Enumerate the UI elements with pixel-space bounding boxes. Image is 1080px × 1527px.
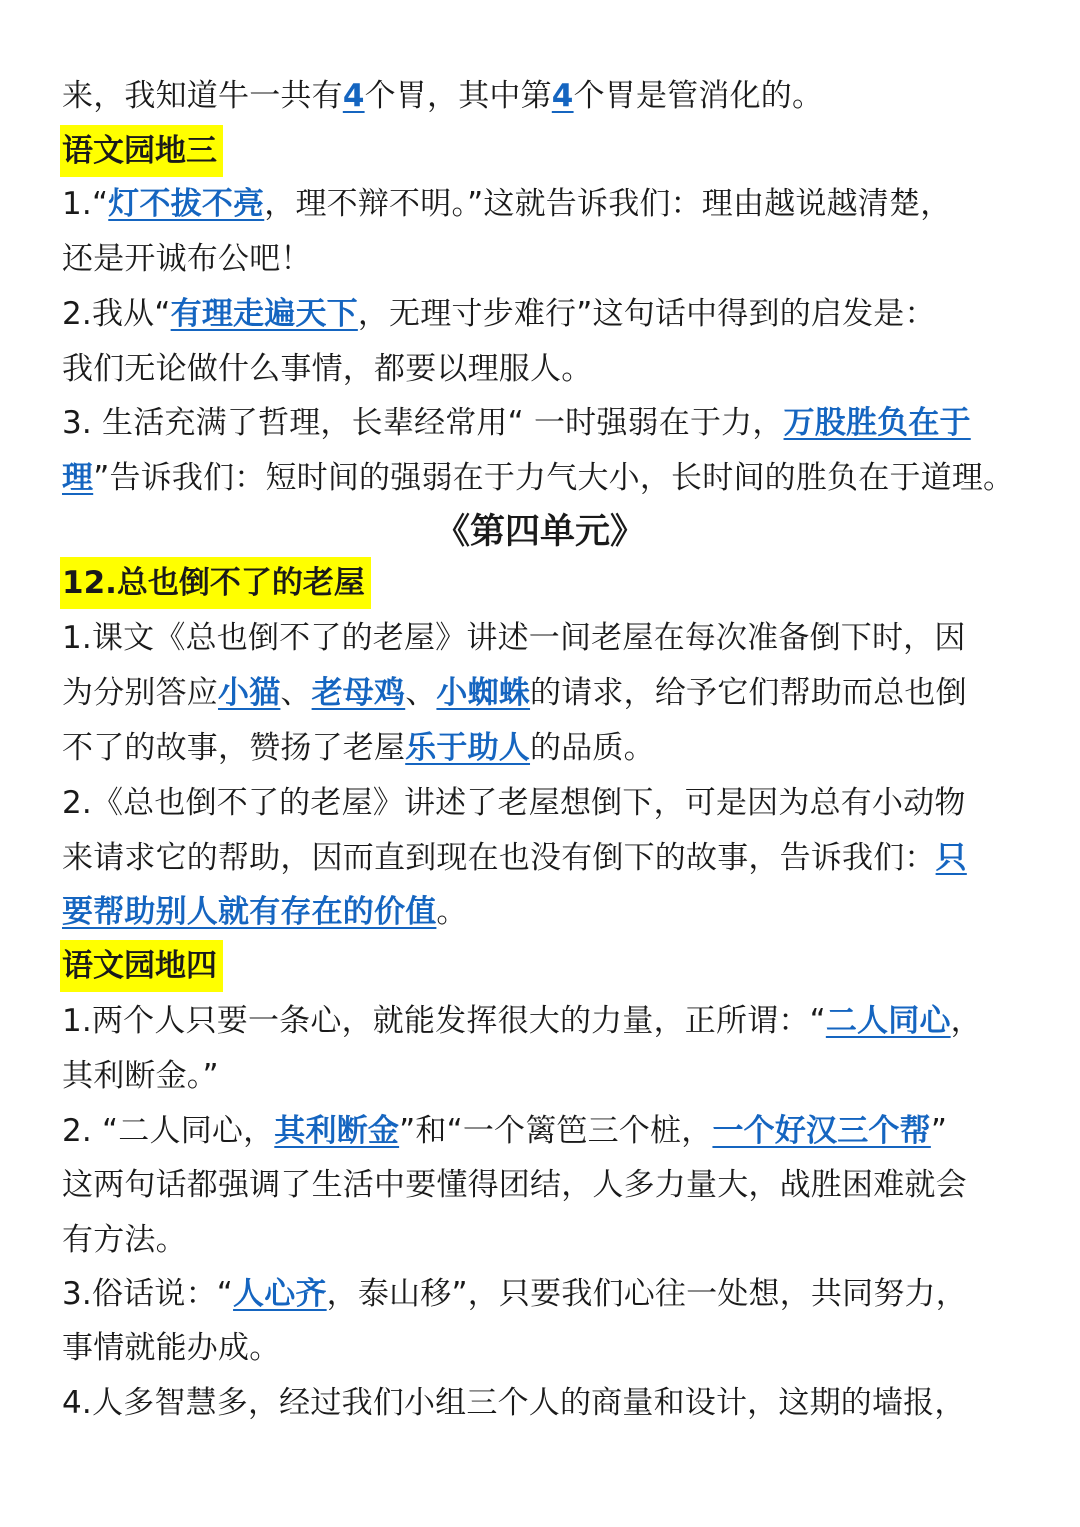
text: 3. 生活充满了哲理，长辈经常用“ 一时强弱在于力， <box>62 405 784 441</box>
garden4-q2-line3: 有方法。 <box>62 1222 187 1258</box>
answer-blank: 只 <box>935 840 967 876</box>
text: 个胃是管消化的。 <box>573 78 824 114</box>
lesson12-q2-line2 <box>62 838 1022 878</box>
answer-blank: 有理走遍天下 <box>170 296 358 332</box>
text: ，泰山移”，只要我们心往一处想，共同努力， <box>326 1276 967 1312</box>
answer-blank: 人心齐 <box>233 1276 327 1312</box>
lesson12-q1-line1: 1.课文《总也倒不了的老屋》讲述一间老屋在每次准备倒下时，因 <box>62 620 966 656</box>
text: 为分别答应 <box>62 675 218 711</box>
lesson12-q1-line3 <box>62 728 1022 768</box>
answer-blank: 二人同心 <box>825 1003 951 1039</box>
lesson12-q2-line3 <box>62 892 1022 932</box>
garden3-q3-line1 <box>62 403 1022 443</box>
text: ，无理寸步难行”这句话中得到的启发是： <box>357 296 936 332</box>
garden3-q2-line2: 我们无论做什么事情，都要以理服人。 <box>62 351 593 387</box>
text: 。 <box>436 894 468 930</box>
answer-blank: 小蜘蛛 <box>436 675 531 711</box>
answer-blank: 乐于助人 <box>405 730 531 766</box>
answer-blank: 万股胜负在于 <box>783 405 971 441</box>
text: 个胃，其中第 <box>364 78 552 114</box>
text: 、 <box>280 675 312 711</box>
lesson12-q1-line2 <box>62 673 1022 713</box>
text: 的品质。 <box>530 730 655 766</box>
cow-stomach-line <box>62 76 1022 116</box>
text: ， <box>950 1003 982 1039</box>
garden4-q3-line2: 事情就能办成。 <box>62 1330 281 1366</box>
text: 、 <box>405 675 437 711</box>
answer-blank: 4 <box>551 78 574 114</box>
lesson12-q2-line1: 2.《总也倒不了的老屋》讲述了老屋想倒下，可是因为总有小动物 <box>62 785 966 821</box>
answer-blank: 灯不拔不亮 <box>108 186 265 222</box>
answer-blank: 4 <box>342 78 365 114</box>
text: 来，我知道牛一共有 <box>62 78 343 114</box>
text: ”告诉我们：短时间的强弱在于力气大小，长时间的胜负在于道理。 <box>93 460 1015 496</box>
text: 来请求它的帮助，因而直到现在也没有倒下的故事，告诉我们： <box>62 840 936 876</box>
garden4-q1-line1 <box>62 1001 1022 1041</box>
answer-blank: 小猫 <box>218 675 281 711</box>
garden3-q3-line2 <box>62 458 1022 498</box>
answer-blank: 其利断金 <box>274 1113 400 1149</box>
garden3-q1-line1 <box>62 184 1022 224</box>
garden4-q3-line1 <box>62 1274 1022 1314</box>
section-heading-garden-3: 语文园地三 <box>60 125 223 177</box>
text: ” <box>930 1113 948 1149</box>
text: 不了的故事，赞扬了老屋 <box>62 730 406 766</box>
text: ，理不辩不明。”这就告诉我们：理由越说越清楚， <box>264 186 952 222</box>
text: 1.“ <box>62 186 109 222</box>
lesson-heading-12: 12.总也倒不了的老屋 <box>60 557 371 609</box>
garden4-q2-line2: 这两句话都强调了生活中要懂得团结，人多力量大，战胜困难就会 <box>62 1167 967 1203</box>
text: 2.我从“ <box>62 296 171 332</box>
text: 3.俗话说：“ <box>62 1276 234 1312</box>
answer-blank: 要帮助别人就有存在的价值 <box>62 894 437 930</box>
garden3-q2-line1 <box>62 294 1022 334</box>
text: 的请求，给予它们帮助而总也倒 <box>530 675 967 711</box>
answer-blank: 理 <box>62 460 94 496</box>
text: 1.两个人只要一条心，就能发挥很大的力量，正所谓：“ <box>62 1003 826 1039</box>
unit-title: 《第四单元》 <box>434 512 645 552</box>
garden4-q1-line2: 其利断金。” <box>62 1058 219 1094</box>
section-heading-garden-4: 语文园地四 <box>60 940 223 992</box>
garden4-q4-line1: 4.人多智慧多，经过我们小组三个人的商量和设计，这期的墙报， <box>62 1385 966 1421</box>
text: 2. “二人同心， <box>62 1113 275 1149</box>
garden3-q1-line2: 还是开诚布公吧！ <box>62 241 312 277</box>
answer-blank: 一个好汉三个帮 <box>712 1113 931 1149</box>
answer-blank: 老母鸡 <box>311 675 406 711</box>
text: ”和“一个篱笆三个桩， <box>399 1113 713 1149</box>
garden4-q2-line1 <box>62 1111 1022 1151</box>
